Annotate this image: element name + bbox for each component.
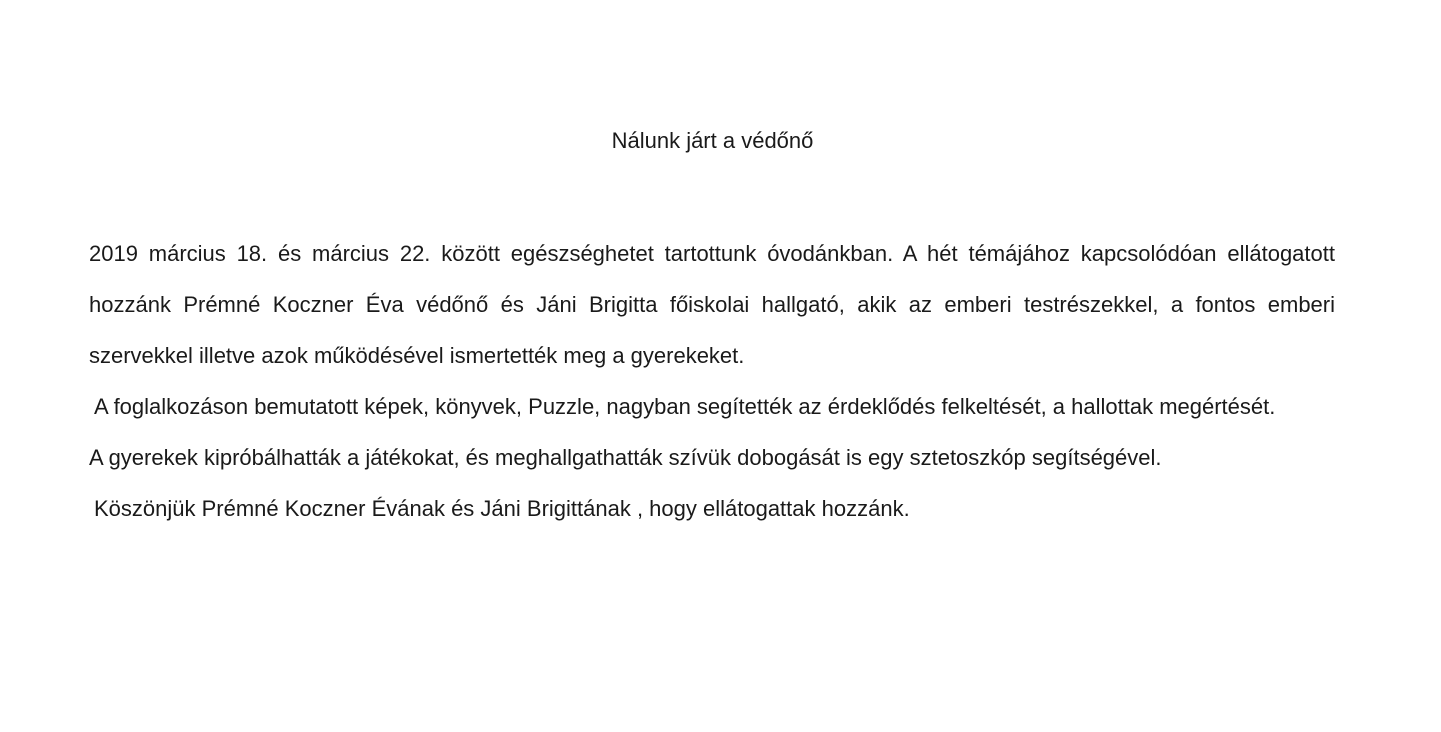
- document-title: Nálunk járt a védőnő: [611, 128, 814, 153]
- paragraph-intro: 2019 március 18. és március 22. között egészséghetet tartottunk óvodánkban. A hét témájához kapcsolódóan ellátogatott hozzánk Prémné Koczner Éva védőnő és Jáni Brigitta főiskolai hallgató, akik az emberi testrészekkel, a fontos emberi szervekkel illetve azok működésével ismertették meg a gyerekeket.: [89, 241, 1335, 368]
- document-body: [89, 228, 1335, 534]
- paragraph-activities: A foglalkozáson bemutatott képek, könyvek, Puzzle, nagyban segítették az érdeklődés felkeltését, a hallottak megértését.: [94, 394, 1276, 419]
- paragraph-stethoscope: A gyerekek kipróbálhatták a játékokat, és meghallgathatták szívük dobogását is egy sztetoszkóp segítségével.: [89, 445, 1162, 470]
- paragraph-thanks: Köszönjük Prémné Koczner Évának és Jáni Brigittának , hogy ellátogattak hozzánk.: [94, 496, 910, 521]
